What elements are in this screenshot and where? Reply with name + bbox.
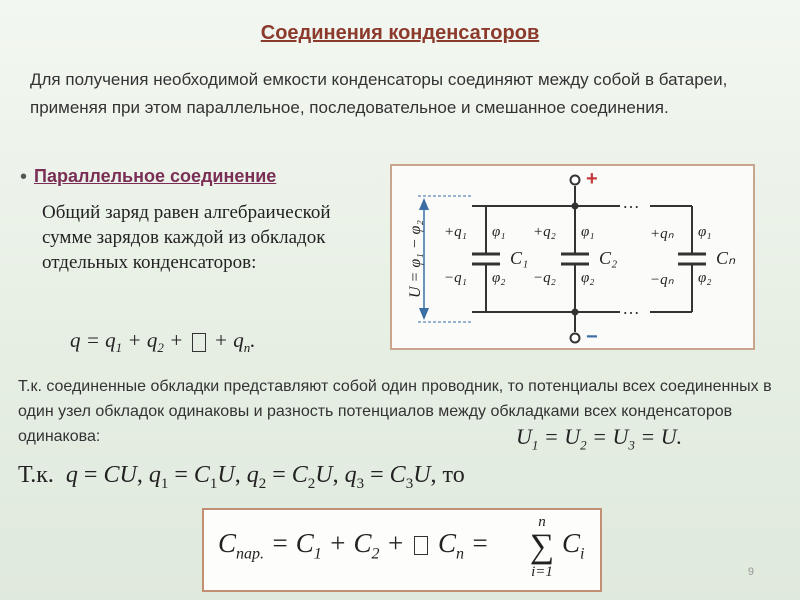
section-text: Общий заряд равен алгебраической сумме зарядов каждой из обкладок отдельных конденсаторов: (42, 202, 331, 273)
voltage-equality-formula: $U_1 = U_2 = U_3 = U$. (516, 424, 683, 453)
capn-top-charge: +qₙ (650, 226, 674, 242)
parallel-circuit-diagram (390, 164, 755, 350)
page-number: 9 (747, 566, 754, 578)
cap2-name: C₂ (599, 248, 618, 268)
voltage-label: U = φ₁ − φ₂ (407, 220, 424, 298)
cap2-top-potential: φ₁ (581, 224, 595, 240)
positive-terminal-label: + (586, 168, 598, 190)
ellipsis-glyph-box (414, 536, 428, 555)
summation-symbol: n ∑ i=1 (529, 514, 555, 580)
capn-bottom-charge: −qₙ (650, 272, 674, 288)
cap2-top-charge: +q₂ (533, 224, 556, 240)
negative-terminal-label: − (586, 326, 598, 348)
cap1-top-charge: +q₁ (444, 224, 467, 240)
rail-dots-bottom: … (622, 298, 640, 318)
cap2-bottom-potential: φ₂ (581, 270, 595, 286)
total-capacitance-formula-box (202, 508, 602, 592)
ellipsis-glyph-box (192, 333, 206, 352)
rail-dots-top: … (622, 192, 640, 212)
potential-paragraph: Т.к. соединенные обкладки представляют собой один проводник, то потенциалы всех соединенных в один узел обкладок одинаковы и разность потенциалов между обкладками всех конденсаторов одинакова: (18, 378, 772, 445)
capn-bottom-potential: φ₂ (698, 270, 712, 286)
cap2-bottom-charge: −q₂ (533, 270, 556, 286)
summation-term: $C_i$ (562, 528, 585, 563)
bullet-marker: • (20, 166, 28, 188)
intro-paragraph: Для получения необходимой емкости конденсаторы соединяют между собой в батареи, применяя при этом параллельное, последовательное и смешанное соединения. (30, 70, 728, 117)
charge-sum-formula: $q = q_1 + q_2$ + + $q_n$. (70, 328, 256, 356)
section-heading: Параллельное соединение (34, 166, 277, 186)
cap1-bottom-potential: φ₂ (492, 270, 506, 286)
capn-top-potential: φ₁ (698, 224, 712, 240)
page-title: Соединения конденсаторов (260, 22, 540, 44)
cap1-bottom-charge: −q₁ (444, 270, 467, 286)
cap1-name: C₁ (510, 248, 529, 268)
charge-relation-line: Т.к. q = CU, $q_1 = C_1U$, $q_2 = C_2U$, $q_3 = C_3U$, то (18, 462, 465, 492)
total-capacitance-formula: $C_{пар.} = C_1 + C_2 + C_n$ = (218, 528, 489, 563)
cap1-top-potential: φ₁ (492, 224, 506, 240)
capn-name: Cₙ (716, 248, 736, 268)
